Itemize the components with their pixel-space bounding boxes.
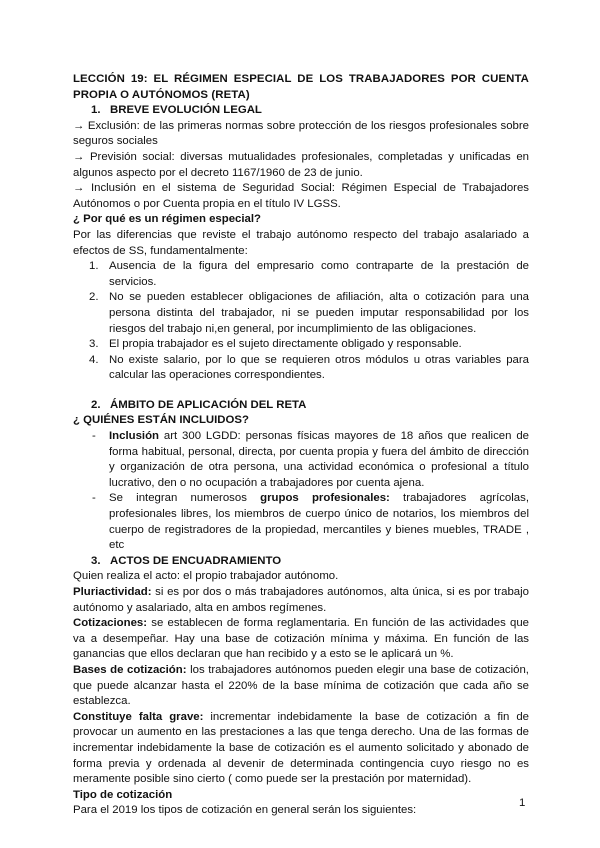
included-list	[73, 429, 529, 554]
who-included-question: ¿ QUIÉNES ESTÁN INCLUIDOS?	[73, 414, 249, 427]
lesson-title: LECCIÓN 19: EL RÉGIMEN ESPECIAL DE LOS TRABAJADORES POR CUENTA PROPIA O AUTÓNOMOS (RETA)	[73, 73, 529, 101]
bases-cotizacion-paragraph: Bases de cotización: los trabajadores autónomos pueden elegir una base de cotización, que puede alcanzar hasta el 220% de la base mínima de cotización que cada año se establezca.	[73, 663, 529, 708]
list-item: - Se integran numerosos grupos profesionales: trabajadores agrícolas, profesionales libres, los miembros de cuerpo único de notarios, los miembros del cuerpo de registradores de la propiedad, mercantiles y bienes muebles, TRADE , etc	[92, 492, 529, 552]
tipo-cotizacion-text: Para el 2019 los tipos de cotización en general serán los siguientes:	[73, 804, 417, 817]
list-item: - Inclusión art 300 LGDD: personas físicas mayores de 18 años que realicen de forma habitual, personal, directa, por cuenta propia y fuera del ámbito de dirección y organización de otra persona, una actividad económica o profesional a título lucrativo, den o no ocupación a trabajadores por cuenta ajena.	[92, 430, 529, 489]
reasons-list	[73, 259, 529, 384]
special-regime-question: ¿ Por qué es un régimen especial?	[73, 213, 262, 226]
list-item: 3. El propia trabajador es el sujeto directamente obligado y responsable.	[89, 338, 462, 351]
list-item: 2. No se pueden establecer obligaciones de afiliación, alta o cotización para una persona distinta del trabajador, ni se pueden imputar responsabilidad por los riesgos del trabajo ni,en general, por incumplimiento de las obligaciones.	[89, 291, 529, 335]
point-exclusion: → Exclusión: de las primeras normas sobre protección de los riesgos profesionales sobre seguros sociales	[73, 119, 529, 148]
section-1-heading: 1. BREVE EVOLUCIÓN LEGAL	[91, 104, 262, 117]
list-item: 1. Ausencia de la figura del empresario como contraparte de la prestación de servicios.	[89, 260, 529, 288]
pluriactividad-paragraph: Pluriactividad: si es por dos o más trabajadores autónomos, alta única, si es por trabajo autónomo y asalariado, alta en ambos regímenes.	[73, 586, 529, 614]
section-3-heading: 3. ACTOS DE ENCUADRAMIENTO	[91, 554, 282, 567]
who-performs-act: Quien realiza el acto: el propio trabajador autónomo.	[73, 570, 339, 583]
section-2-heading: 2. ÁMBITO DE APLICACIÓN DEL RETA	[91, 398, 307, 411]
page-number: 1	[519, 797, 526, 809]
cotizaciones-paragraph: Cotizaciones: se establecen de forma reglamentaria. En función de las actividades que va a desempeñar. Hay una base de cotización mínima y máxima. En función de las ganancias que ellos declaran que han recibido y a esto se le aplicará un %.	[73, 617, 529, 661]
special-regime-intro: Por las diferencias que reviste el trabajo autónomo respecto del trabajo asalariado a efectos de SS, fundamentalmente:	[73, 228, 529, 257]
list-item: 4. No existe salario, por lo que se requieren otros módulos u otras variables para calcular las operaciones correspondientes.	[89, 353, 529, 382]
point-prevision: → Previsión social: diversas mutualidades profesionales, completadas y unificadas en algunos aspecto por el decreto 1167/1960 de 23 de junio.	[73, 150, 529, 179]
point-inclusion: → Inclusión en el sistema de Seguridad Social: Régimen Especial de Trabajadores Autónomos o por Cuenta propia en el título IV LGSS.	[73, 182, 529, 210]
document-page	[73, 72, 529, 819]
tipo-cotizacion-heading: Tipo de cotización	[73, 788, 173, 801]
spacer	[73, 384, 529, 398]
falta-grave-paragraph: Constituye falta grave: incrementar indebidamente la base de cotización a fin de provocar un aumento en las prestaciones a las que tenga derecho. Una de las formas de incrementar indebidamente la base de cotización es el aumento solicitado y abonado de forma previa y ordenada al devenir de determinada contingencia cuyo riesgo no es meramente posible sino cierto ( como puede ser la prestación por maternidad).	[73, 710, 529, 786]
